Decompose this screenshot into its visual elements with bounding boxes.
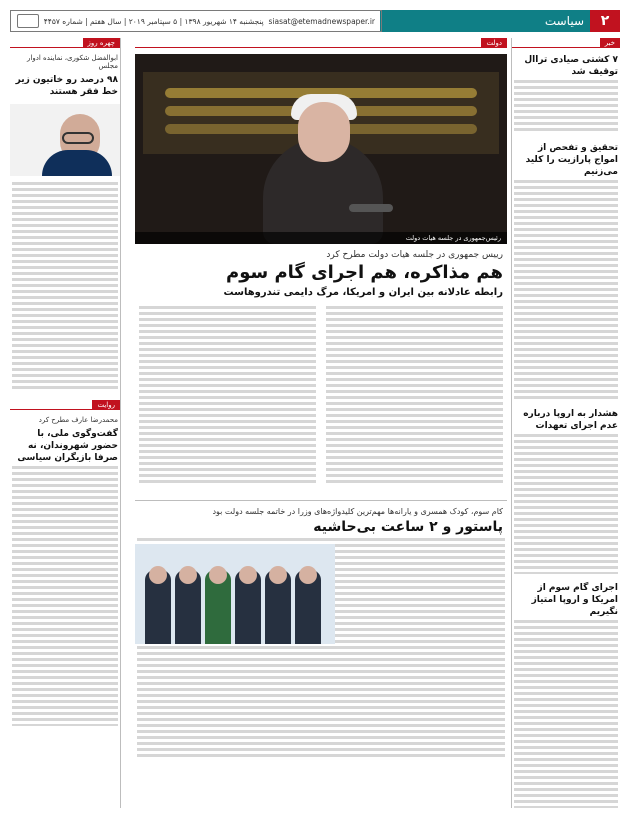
main-tagbar	[135, 38, 507, 48]
main-kicker: رییس جمهوری در جلسه هیات دولت مطرح کرد	[326, 250, 503, 260]
person-head	[209, 566, 227, 584]
left-tag: چهره روز	[83, 38, 120, 48]
right-item-title: تحقیق و تفحص از امواج پارازیت را کلید می‌زنیم	[525, 143, 618, 177]
right-tagline	[512, 47, 620, 48]
person-head	[299, 566, 317, 584]
person-head	[149, 566, 167, 584]
column-divider	[120, 38, 121, 808]
note-kicker: محمدرضا عارف مطرح کرد	[38, 416, 118, 424]
main-tag: دولت	[481, 38, 507, 48]
main-body	[326, 306, 503, 486]
main-text-col	[324, 306, 505, 494]
main-body	[139, 306, 316, 486]
photo-caption: رئیس‌جمهوری در جلسه هیات دولت	[135, 232, 507, 244]
person-head	[179, 566, 197, 584]
header-meta	[10, 10, 382, 32]
secondary-article	[135, 500, 507, 758]
right-item-title: ۷ کشتی صیادی تراال توقیف شد	[524, 55, 618, 77]
right-tag: خبر	[600, 38, 620, 48]
main-headline: هم مذاکره، هم اجرای گام سوم	[226, 262, 503, 283]
person-body	[12, 182, 118, 392]
right-tagbar	[512, 38, 620, 48]
right-item-title: هشدار به اروپا درباره عدم اجرای تعهدات	[523, 409, 618, 431]
person-photo	[10, 104, 120, 176]
site-email: siasat@etemadnewspaper.ir	[268, 16, 375, 26]
page-number: ۲	[590, 10, 620, 32]
person-title: ۹۸ درصد رو خاتیون زیر خط فقر هستند	[15, 75, 118, 97]
main-column	[135, 38, 507, 808]
person-shirt	[42, 150, 112, 176]
right-item-title: اجرای گام سوم از امریکا و اروپا امتیاز نگیریم	[531, 583, 618, 617]
main-text-col	[137, 306, 318, 494]
secondary-kicker: کام سوم، کودک همسری و یارانه‌ها مهم‌ترین کلیدواژه‌های وزرا در خاتمه جلسه دولت بود	[212, 507, 503, 516]
left-column	[10, 38, 120, 808]
left-tagbar-2	[10, 400, 120, 410]
newspaper-logo-icon	[17, 14, 39, 28]
section-label: سیاست	[380, 10, 590, 32]
left-tagline-2	[10, 409, 120, 410]
left-tag-2: روایت	[92, 400, 120, 410]
main-photo	[135, 54, 507, 244]
right-item-body	[514, 180, 618, 400]
right-column	[512, 38, 620, 808]
main-tagline	[135, 47, 507, 48]
secondary-headline: پاستور و ۲ ساعت بی‌حاشیه	[313, 519, 503, 535]
microphone-icon	[349, 204, 393, 212]
dateline: پنجشنبه ۱۴ شهریور ۱۳۹۸ | ۵ سپتامبر ۲۰۱۹ | سال هفتم | شماره ۴۴۵۷	[43, 16, 264, 26]
main-text-columns	[135, 306, 507, 494]
right-item-body	[514, 620, 618, 808]
left-tagline	[10, 47, 120, 48]
person-head	[269, 566, 287, 584]
note-body	[12, 466, 118, 726]
left-tagbar	[10, 38, 120, 48]
main-subhead: رابطه عادلانه بین ایران و امریکا، مرگ دایمی تندروهاست	[223, 287, 503, 298]
note-title: گفت‌وگوی ملی، با حضور شهروندان، نه صرفا بازیگران سیاسی	[17, 429, 118, 463]
person-head	[239, 566, 257, 584]
cabinet-photo	[135, 544, 335, 644]
right-item-body	[514, 80, 618, 134]
right-item-body	[514, 434, 618, 574]
glasses-icon	[62, 132, 94, 144]
person-kicker: ابوالفضل شکوری، نماینده ادوار مجلس	[27, 54, 118, 70]
speaker-head	[298, 102, 350, 162]
page-header	[10, 10, 620, 32]
